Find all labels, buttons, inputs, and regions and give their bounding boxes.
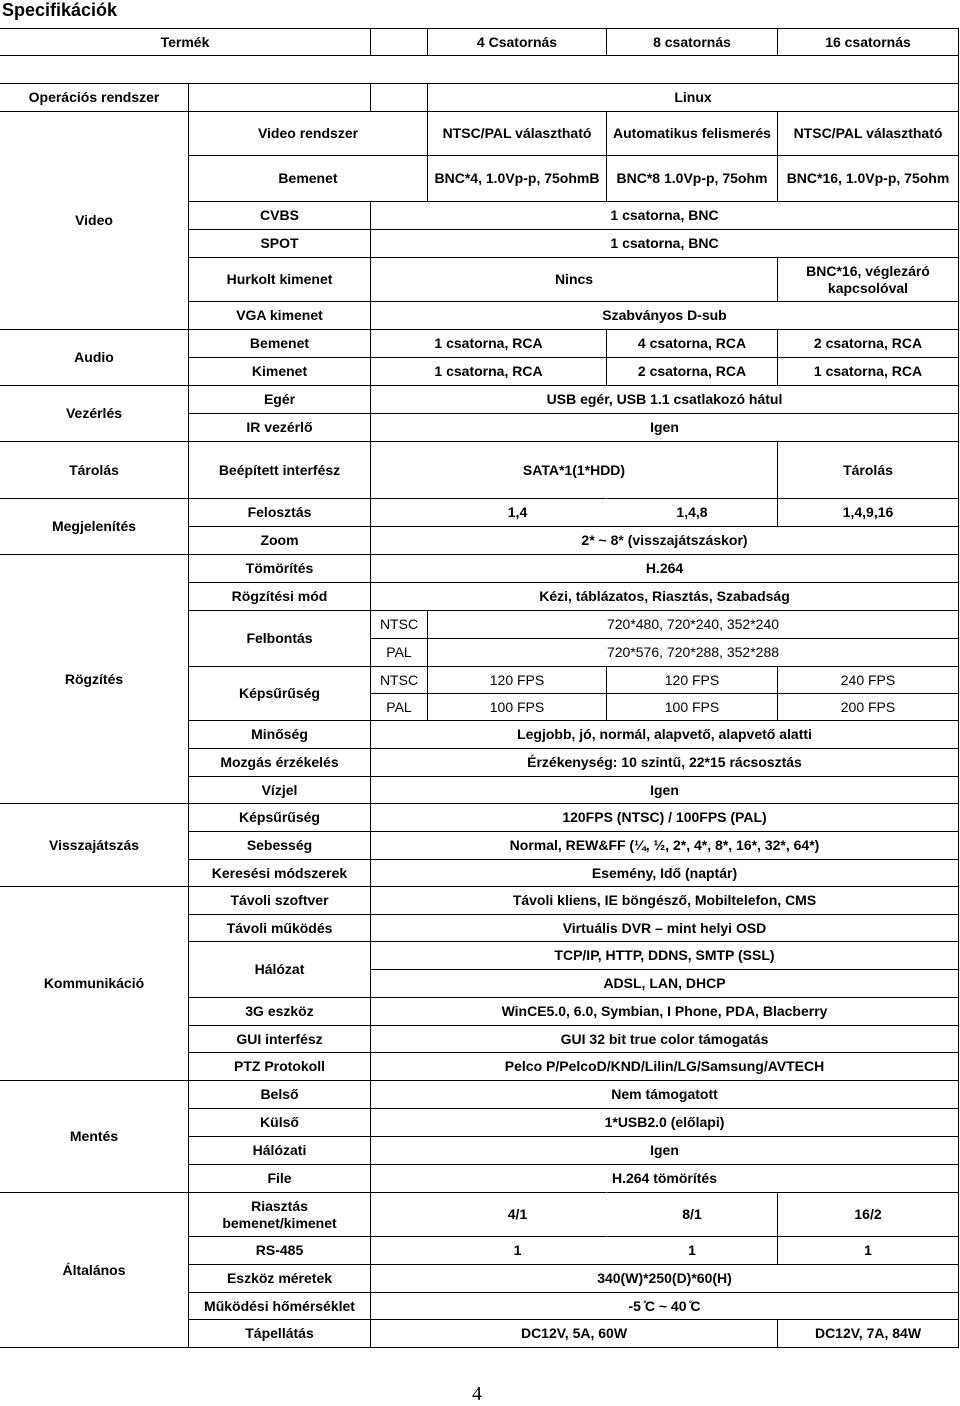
gen-rs485-16: 1 (777, 1236, 959, 1265)
backup-file-value: H.264 tömörítés (370, 1164, 959, 1193)
audio-input-8: 4 csatorna, RCA (606, 329, 778, 358)
comm-3g-label: 3G eszköz (188, 997, 371, 1026)
gen-alarm-16: 16/2 (777, 1192, 959, 1237)
rec-res-ntsc-label: NTSC (370, 610, 428, 639)
header-blank (370, 28, 428, 56)
section-playback: Visszajátszás (0, 803, 189, 887)
header-8ch: 8 csatornás (606, 28, 778, 56)
gen-alarm-label: Riasztás bemenet/kimenet (188, 1192, 371, 1237)
section-recording: Rögzítés (0, 554, 189, 804)
gen-dims-value: 340(W)*250(D)*60(H) (370, 1264, 959, 1293)
video-vga-value: Szabványos D-sub (370, 301, 959, 330)
backup-network-label: Hálózati (188, 1136, 371, 1165)
gen-temp-label: Működési hőmérséklet (188, 1292, 371, 1320)
gen-alarm-4: 4/1 (370, 1192, 665, 1237)
rec-motion-value: Érzékenység: 10 szintű, 22*15 rácsosztás (370, 748, 959, 777)
rec-res-pal-value: 720*576, 720*288, 352*288 (427, 638, 959, 667)
storage-value: SATA*1(1*HDD) (370, 441, 778, 499)
gen-power-16: DC12V, 7A, 84W (777, 1319, 959, 1348)
section-video: Video (0, 111, 189, 330)
rec-mode-value: Kézi, táblázatos, Riasztás, Szabadság (370, 582, 959, 611)
rec-motion-label: Mozgás érzékelés (188, 748, 371, 777)
gen-dims-label: Eszköz méretek (188, 1264, 371, 1293)
comm-software-value: Távoli kliens, IE böngésző, Mobiltelefon, CMS (370, 886, 959, 915)
os-blank (188, 83, 371, 112)
video-input-16: BNC*16, 1.0Vp-p, 75ohm (777, 155, 959, 202)
section-backup: Mentés (0, 1080, 189, 1193)
backup-network-value: Igen (370, 1136, 959, 1165)
video-input-8: BNC*8 1.0Vp-p, 75ohm (606, 155, 778, 202)
pb-search-value: Esemény, Idő (naptár) (370, 859, 959, 887)
display-split-16: 1,4,9,16 (777, 498, 959, 527)
os-label: Operációs rendszer (0, 83, 189, 112)
rec-compression-label: Tömörítés (188, 554, 371, 583)
control-ir-value: Igen (370, 413, 959, 442)
display-split-4: 1,4 (370, 498, 665, 527)
comm-network-value2: ADSL, LAN, DHCP (370, 969, 959, 998)
backup-internal-value: Nem támogatott (370, 1080, 959, 1109)
pb-framerate-label: Képsűrűség (188, 803, 371, 832)
control-ir-label: IR vezérlő (188, 413, 371, 442)
rec-quality-value: Legjobb, jó, normál, alapvető, alapvető alatti (370, 720, 959, 749)
video-loop-16: BNC*16, véglezáró kapcsolóval (777, 257, 959, 302)
rec-fps-pal-4: 100 FPS (427, 693, 607, 721)
backup-external-value: 1*USB2.0 (előlapi) (370, 1108, 959, 1137)
rec-fps-pal-16: 200 FPS (777, 693, 959, 721)
comm-network-value1: TCP/IP, HTTP, DDNS, SMTP (SSL) (370, 941, 959, 970)
rec-fps-pal-label: PAL (370, 693, 428, 721)
page-number: 4 (472, 1383, 482, 1405)
video-system-8: Automatikus felismerés (606, 111, 778, 156)
audio-input-4: 1 csatorna, RCA (370, 329, 607, 358)
comm-remote-value: Virtuális DVR – mint helyi OSD (370, 914, 959, 942)
gen-rs485-8: 1 (606, 1236, 778, 1265)
pb-speed-value: Normal, REW&FF (¼, ½, 2*, 4*, 8*, 16*, 32*, 64*) (370, 831, 959, 860)
video-system-4: NTSC/PAL választható (427, 111, 607, 156)
rec-framerate-label: Képsűrűség (188, 666, 371, 721)
comm-remote-label: Távoli működés (188, 914, 371, 942)
header-16ch: 16 csatornás (777, 28, 959, 56)
backup-file-label: File (188, 1164, 371, 1193)
os-blank2 (370, 83, 428, 112)
section-general: Általános (0, 1192, 189, 1348)
audio-output-8: 2 csatorna, RCA (606, 357, 778, 386)
section-storage: Tárolás (0, 441, 189, 499)
section-communication: Kommunikáció (0, 886, 189, 1081)
comm-gui-label: GUI interfész (188, 1025, 371, 1053)
page-heading: Specifikációk (2, 0, 118, 20)
storage-right: Tárolás (777, 441, 959, 499)
gen-rs485-4: 1 (370, 1236, 665, 1265)
video-input-label: Bemenet (188, 155, 428, 202)
rec-resolution-label: Felbontás (188, 610, 371, 667)
header-product: Termék (0, 28, 371, 56)
gen-rs485-label: RS-485 (188, 1236, 371, 1265)
gen-power-48: DC12V, 5A, 60W (370, 1319, 778, 1348)
rec-compression-value: H.264 (370, 554, 959, 583)
section-control: Vezérlés (0, 385, 189, 442)
comm-software-label: Távoli szoftver (188, 886, 371, 915)
gen-alarm-8: 8/1 (606, 1192, 778, 1237)
rec-watermark-label: Vízjel (188, 776, 371, 804)
rec-res-pal-label: PAL (370, 638, 428, 667)
control-mouse-label: Egér (188, 385, 371, 414)
comm-ptz-label: PTZ Protokoll (188, 1052, 371, 1081)
video-loop-label: Hurkolt kimenet (188, 257, 371, 302)
video-cvbs-label: CVBS (188, 201, 371, 230)
control-mouse-value: USB egér, USB 1.1 csatlakozó hátul (370, 385, 959, 414)
gen-power-label: Tápellátás (188, 1319, 371, 1348)
pb-speed-label: Sebesség (188, 831, 371, 860)
section-audio: Audio (0, 329, 189, 386)
video-loop-48: Nincs (370, 257, 778, 302)
rec-fps-ntsc-4: 120 FPS (427, 666, 607, 694)
display-zoom-label: Zoom (188, 526, 371, 555)
video-system-16: NTSC/PAL választható (777, 111, 959, 156)
video-spot-label: SPOT (188, 229, 371, 258)
display-split-8: 1,4,8 (606, 498, 778, 527)
audio-output-4: 1 csatorna, RCA (370, 357, 607, 386)
rec-res-ntsc-value: 720*480, 720*240, 352*240 (427, 610, 959, 639)
pb-search-label: Keresési módszerek (188, 859, 371, 887)
video-vga-label: VGA kimenet (188, 301, 371, 330)
comm-ptz-value: Pelco P/PelcoD/KND/Lilin/LG/Samsung/AVTECH (370, 1052, 959, 1081)
comm-gui-value: GUI 32 bit true color támogatás (370, 1025, 959, 1053)
rec-mode-label: Rögzítési mód (188, 582, 371, 611)
spacer-row (0, 55, 959, 84)
audio-input-label: Bemenet (188, 329, 371, 358)
audio-output-16: 1 csatorna, RCA (777, 357, 959, 386)
comm-network-label: Hálózat (188, 941, 371, 998)
gen-temp-value: -5 ̊C ~ 40 ̊C (370, 1292, 959, 1320)
display-zoom-value: 2* ~ 8* (visszajátszáskor) (370, 526, 959, 555)
audio-output-label: Kimenet (188, 357, 371, 386)
rec-fps-pal-8: 100 FPS (606, 693, 778, 721)
rec-fps-ntsc-8: 120 FPS (606, 666, 778, 694)
section-display: Megjelenítés (0, 498, 189, 555)
pb-framerate-value: 120FPS (NTSC) / 100FPS (PAL) (370, 803, 959, 832)
display-split-label: Felosztás (188, 498, 371, 527)
comm-3g-value: WinCE5.0, 6.0, Symbian, I Phone, PDA, Blacberry (370, 997, 959, 1026)
os-value: Linux (427, 83, 959, 112)
backup-internal-label: Belső (188, 1080, 371, 1109)
storage-label: Beépített interfész (188, 441, 371, 499)
rec-watermark-value: Igen (370, 776, 959, 804)
rec-quality-label: Minőség (188, 720, 371, 749)
video-input-4: BNC*4, 1.0Vp-p, 75ohmB (427, 155, 607, 202)
rec-fps-ntsc-16: 240 FPS (777, 666, 959, 694)
video-spot-value: 1 csatorna, BNC (370, 229, 959, 258)
video-system-label: Video rendszer (188, 111, 428, 156)
audio-input-16: 2 csatorna, RCA (777, 329, 959, 358)
video-cvbs-value: 1 csatorna, BNC (370, 201, 959, 230)
backup-external-label: Külső (188, 1108, 371, 1137)
header-4ch: 4 Csatornás (427, 28, 607, 56)
rec-fps-ntsc-label: NTSC (370, 666, 428, 694)
